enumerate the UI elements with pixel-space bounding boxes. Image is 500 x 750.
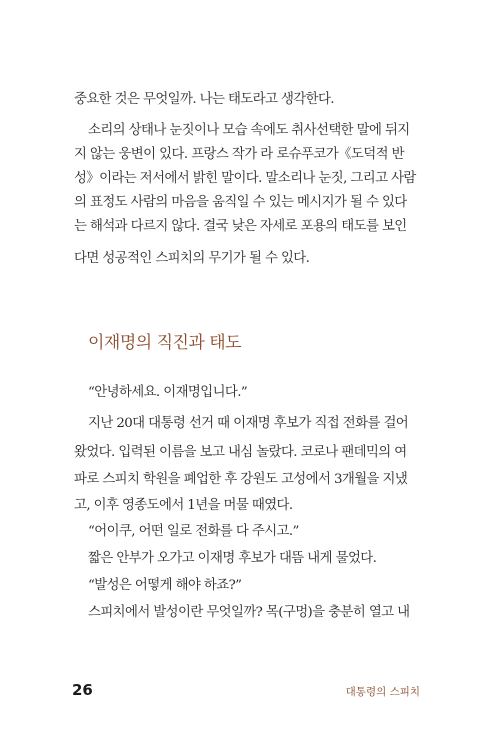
text-line: 는 해석과 다르지 않다. 결국 낮은 자세로 포용의 태도를 보인	[74, 219, 407, 234]
text-line: 중요한 것은 무엇일까. 나는 태도라고 생각한다.	[74, 92, 334, 107]
text-line: 짧은 안부가 오가고 이재명 후보가 대뜸 내게 물었다.	[88, 551, 377, 566]
text-line: 스피치에서 발성이란 무엇일까? 목(구멍)을 충분히 열고 내	[88, 605, 410, 620]
quote-line: “어이쿠, 어떤 일로 전화를 다 주시고.”	[88, 524, 299, 539]
text-line: 왔었다. 입력된 이름을 보고 내심 놀랐다. 코로나 팬데믹의 여	[74, 445, 407, 460]
text-line: 지난 20대 대통령 선거 때 이재명 후보가 직접 전화를 걸어	[88, 416, 409, 431]
text-line: 소리의 상태나 눈짓이나 모습 속에도 취사선택한 말에 뒤지	[88, 123, 410, 138]
quote-line: “안녕하세요. 이재명입니다.”	[88, 385, 248, 400]
page-number: 26	[72, 681, 93, 699]
text-line: 다면 성공적인 스피치의 무기가 될 수 있다.	[74, 251, 310, 266]
running-head: 대통령의 스피치	[345, 686, 420, 698]
text-line: 지 않는 웅변이 있다. 프랑스 작가 라 로슈푸코가《도덕적 반	[74, 147, 404, 162]
text-line: 의 표정도 사람의 마음을 움직일 수 있는 메시지가 될 수 있다	[74, 195, 407, 210]
text-line: 파로 스피치 학원을 폐업한 후 강원도 고성에서 3개월을 지냈	[74, 472, 408, 487]
text-line: 고, 이후 영종도에서 1년을 머물 때였다.	[74, 498, 293, 513]
text-line: 성》이라는 저서에서 밝힌 말이다. 말소리나 눈짓, 그리고 사람	[74, 171, 416, 186]
section-title: 이재명의 직진과 태도	[88, 333, 242, 353]
quote-line: “발성은 어떻게 해야 하죠?”	[88, 578, 242, 593]
